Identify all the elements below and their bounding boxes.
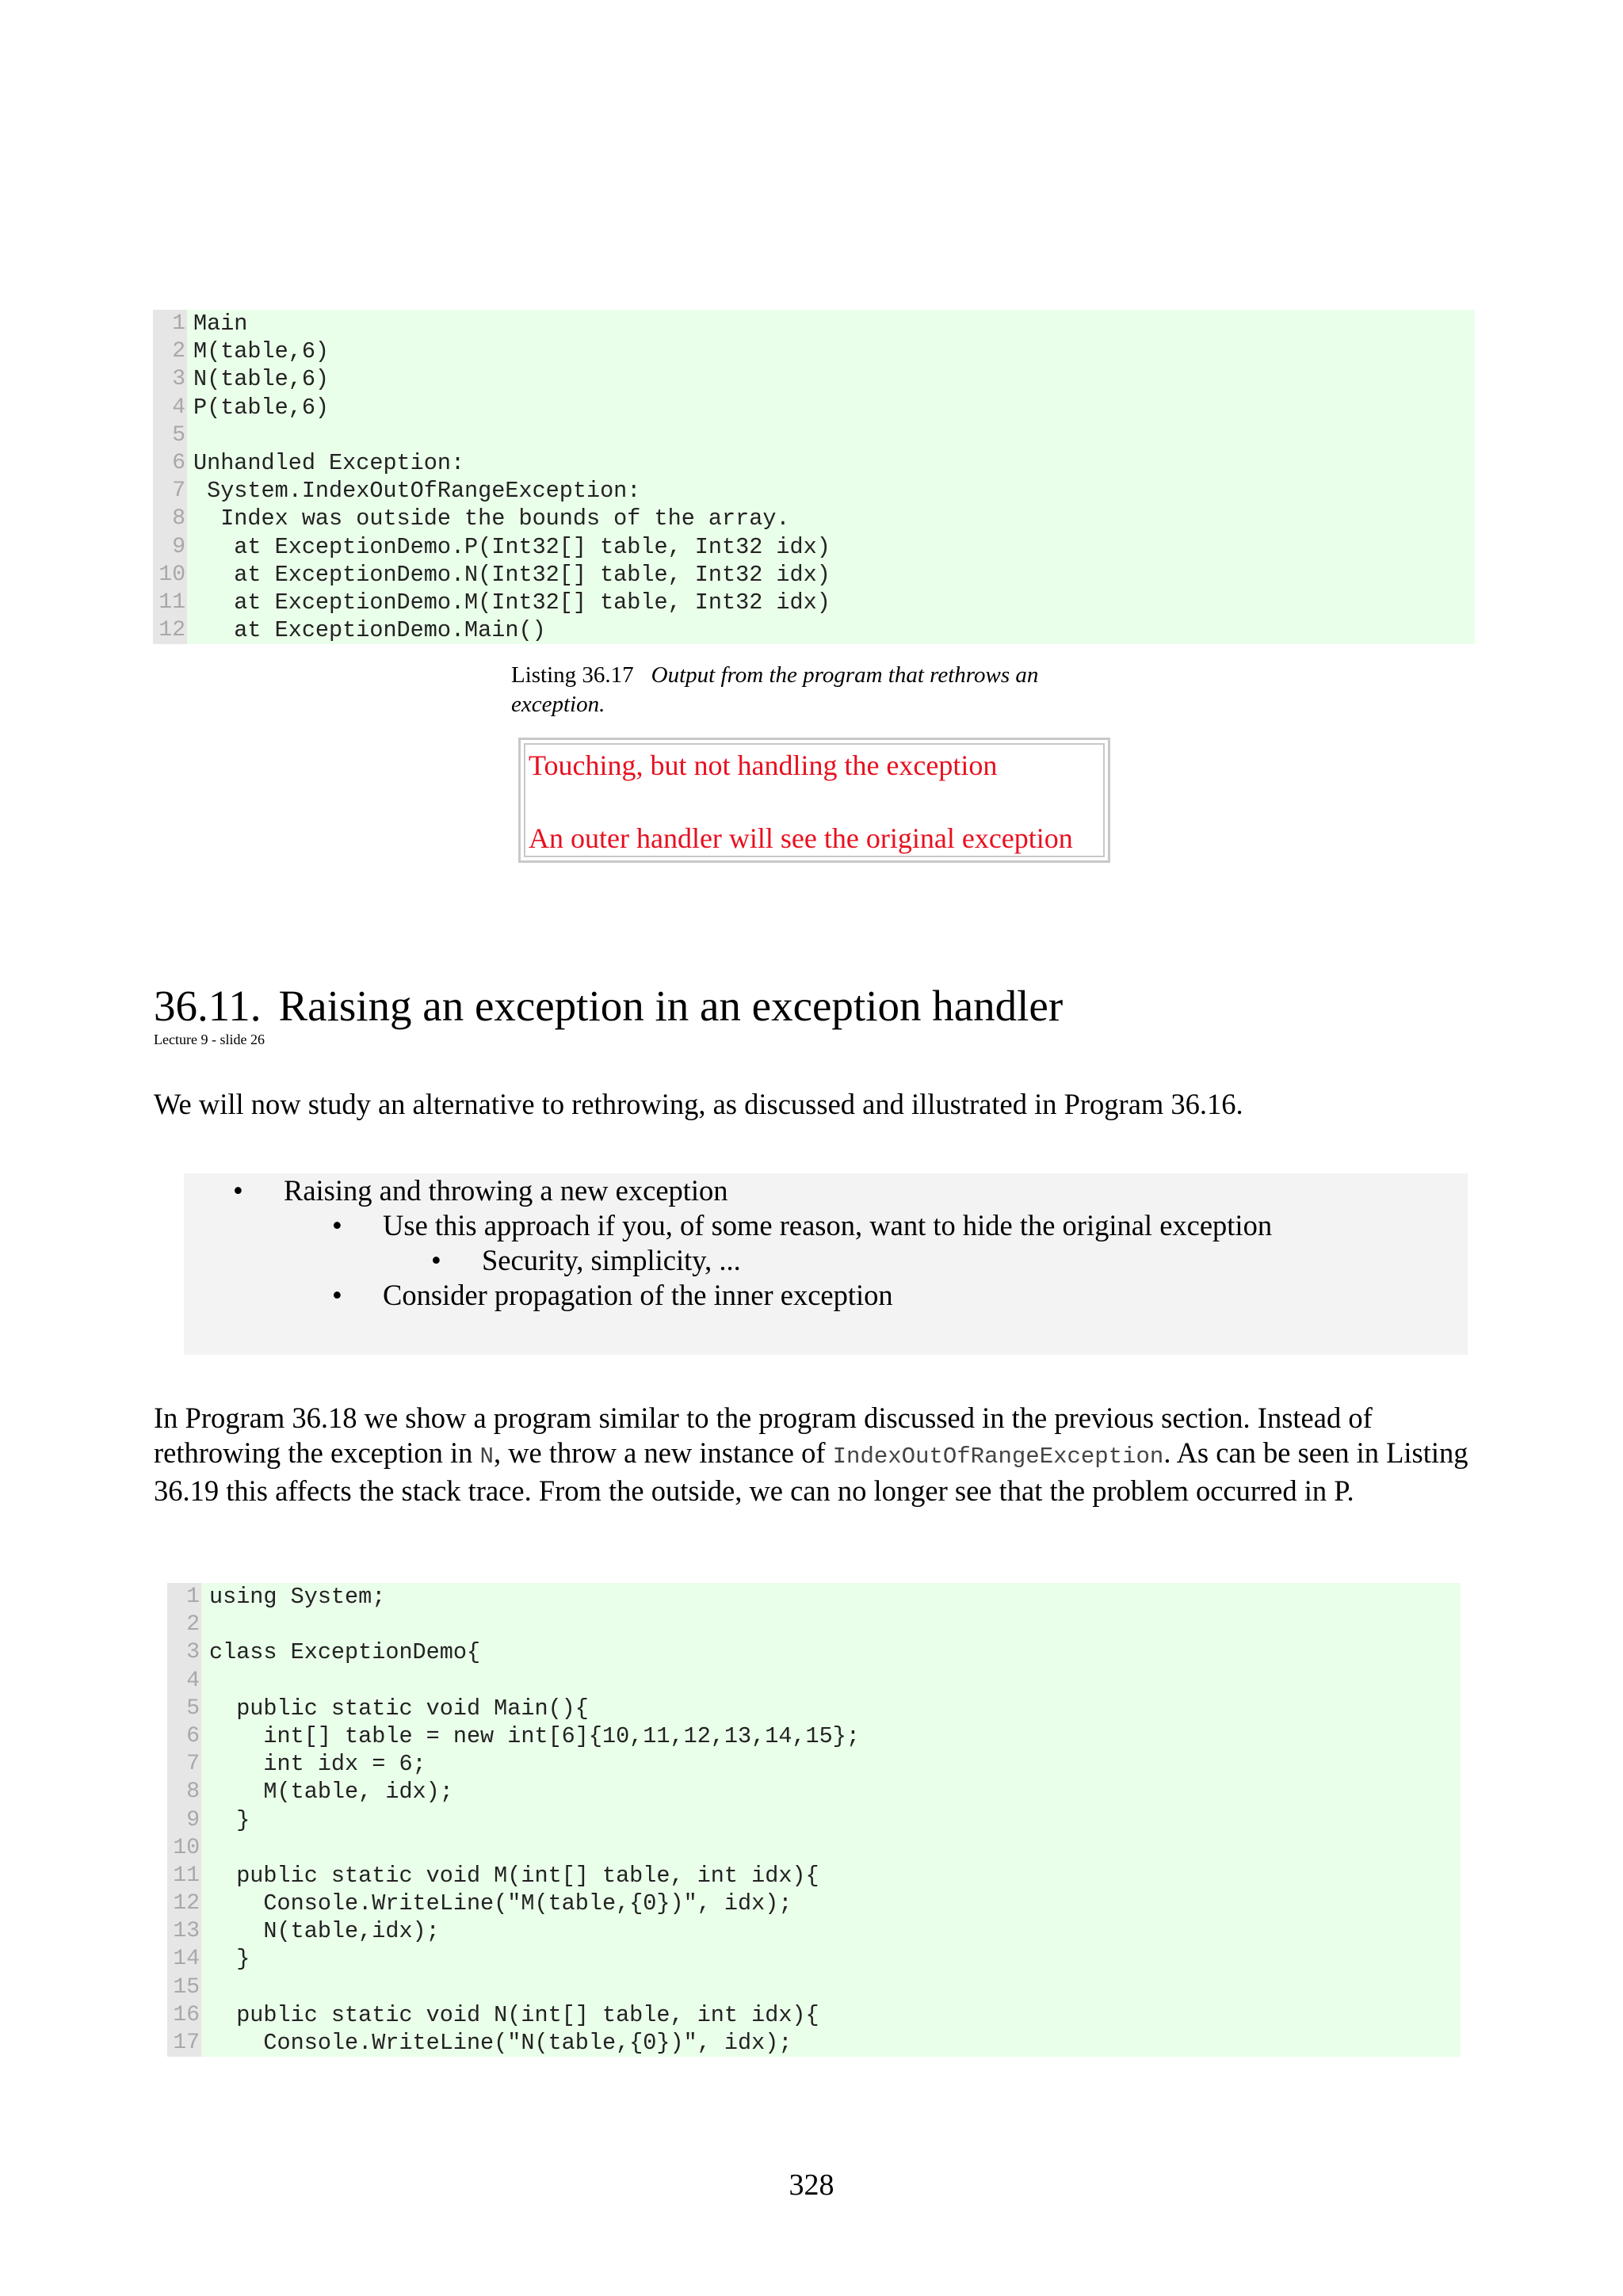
code-line bbox=[153, 421, 1475, 449]
line-number: 11 bbox=[153, 589, 187, 616]
code-line bbox=[153, 310, 1475, 338]
bullet-text: Raising and throwing a new exception bbox=[284, 1174, 728, 1207]
code-text: int idx = 6; bbox=[209, 1751, 426, 1778]
caption-label: Listing 36.17 bbox=[511, 662, 634, 688]
line-number: 9 bbox=[167, 1806, 201, 1834]
code-text: } bbox=[209, 1946, 250, 1973]
page-number: 328 bbox=[789, 2168, 834, 2202]
code-text: class ExceptionDemo{ bbox=[209, 1639, 481, 1666]
bullet-dot-icon: • bbox=[233, 1174, 243, 1207]
bullet-box bbox=[184, 1173, 1468, 1355]
code-text: M(table, idx); bbox=[209, 1779, 453, 1806]
code-text: N(table,6) bbox=[193, 366, 330, 393]
code-text: at ExceptionDemo.Main() bbox=[193, 617, 546, 644]
code-line bbox=[153, 616, 1475, 644]
code-text bbox=[201, 1974, 209, 2001]
code-text: at ExceptionDemo.P(Int32[] table, Int32 idx) bbox=[193, 533, 831, 560]
line-number: 7 bbox=[167, 1750, 201, 1778]
line-number: 8 bbox=[167, 1778, 201, 1806]
code-text: P(table,6) bbox=[193, 394, 330, 421]
code-text: using System; bbox=[209, 1584, 386, 1610]
code-text: Main bbox=[193, 311, 248, 337]
line-number: 15 bbox=[167, 1974, 201, 2001]
line-number: 5 bbox=[153, 421, 187, 449]
bullet-text: Security, simplicity, ... bbox=[482, 1244, 741, 1276]
line-number: 3 bbox=[153, 365, 187, 393]
code-line bbox=[153, 449, 1475, 477]
code-line bbox=[167, 1778, 1461, 1806]
code-line bbox=[167, 1945, 1461, 1973]
line-number: 10 bbox=[153, 561, 187, 589]
code-text: int[] table = new int[6]{10,11,12,13,14,15}; bbox=[209, 1722, 860, 1749]
line-number: 10 bbox=[167, 1834, 201, 1862]
code-text: Index was outside the bounds of the array. bbox=[193, 505, 790, 532]
inline-code-n: N bbox=[479, 1443, 494, 1470]
code-line bbox=[153, 394, 1475, 421]
code-text: Unhandled Exception: bbox=[193, 449, 465, 476]
inline-code-exception: IndexOutOfRangeException bbox=[832, 1443, 1164, 1470]
section-number: 36.11. bbox=[154, 982, 262, 1030]
code-text: M(table,6) bbox=[193, 338, 330, 365]
code-text: public static void M(int[] table, int idx){ bbox=[209, 1862, 819, 1889]
section-title: Raising an exception in an exception handler bbox=[278, 982, 1064, 1030]
bullet-text: Use this approach if you, of some reason, want to hide the original exception bbox=[383, 1209, 1273, 1241]
code-line bbox=[167, 1890, 1461, 1917]
line-number: 12 bbox=[153, 616, 187, 644]
code-line bbox=[167, 1583, 1461, 1611]
line-number: 6 bbox=[153, 449, 187, 477]
code-line bbox=[167, 1806, 1461, 1834]
bullet-item bbox=[233, 1173, 728, 1208]
code-line bbox=[167, 1974, 1461, 2001]
caption-text: Output from the program that rethrows an exception. bbox=[511, 662, 1039, 717]
line-number: 1 bbox=[153, 310, 187, 338]
line-number: 5 bbox=[167, 1695, 201, 1722]
bullet-item bbox=[332, 1278, 893, 1313]
code-line bbox=[167, 1722, 1461, 1750]
program-listing bbox=[167, 1583, 1461, 2057]
line-number: 1 bbox=[167, 1583, 201, 1611]
bullet-dot-icon: • bbox=[332, 1209, 342, 1241]
line-number: 11 bbox=[167, 1862, 201, 1890]
code-line bbox=[153, 589, 1475, 616]
code-text: public static void N(int[] table, int idx){ bbox=[209, 2001, 819, 2028]
code-text: Console.WriteLine("N(table,{0})", idx); bbox=[209, 2030, 792, 2056]
code-text: } bbox=[209, 1806, 250, 1833]
bullet-item bbox=[431, 1243, 741, 1278]
code-line bbox=[153, 505, 1475, 532]
bullet-dot-icon: • bbox=[332, 1279, 342, 1311]
line-number: 7 bbox=[153, 477, 187, 505]
code-line bbox=[167, 1917, 1461, 1945]
code-line bbox=[167, 1638, 1461, 1666]
callout-box bbox=[518, 738, 1110, 863]
code-text: System.IndexOutOfRangeException: bbox=[193, 478, 641, 505]
code-line bbox=[153, 338, 1475, 365]
code-text bbox=[187, 421, 193, 449]
line-number: 8 bbox=[153, 505, 187, 532]
code-line bbox=[153, 561, 1475, 589]
explanation-paragraph bbox=[154, 1401, 1476, 1508]
code-text bbox=[201, 1667, 209, 1695]
line-number: 9 bbox=[153, 533, 187, 561]
explain-text-1: In Program 36.18 we show a program similar to the program discussed in the previous section. Instead of rethrowing the exception in bbox=[154, 1402, 1373, 1469]
line-number: 17 bbox=[167, 2029, 201, 2057]
code-line bbox=[167, 1834, 1461, 1862]
output-listing bbox=[153, 310, 1475, 644]
code-line bbox=[167, 1611, 1461, 1638]
code-line bbox=[167, 1862, 1461, 1890]
line-number: 4 bbox=[153, 394, 187, 421]
code-line bbox=[167, 1667, 1461, 1695]
slide-reference: Lecture 9 - slide 26 bbox=[154, 1032, 265, 1047]
explain-text-2: , we throw a new instance of bbox=[493, 1436, 833, 1469]
line-number: 13 bbox=[167, 1917, 201, 1945]
explain-text-3: . As can be seen in Listing 36.19 this affects the stack trace. From the outside, we can no longer see that the problem occurred in P. bbox=[154, 1436, 1468, 1507]
section-heading bbox=[154, 981, 1063, 1032]
code-line bbox=[167, 1695, 1461, 1722]
code-line bbox=[167, 1750, 1461, 1778]
line-number: 14 bbox=[167, 1945, 201, 1973]
code-text bbox=[201, 1611, 209, 1638]
line-number: 6 bbox=[167, 1722, 201, 1750]
callout-line-1: Touching, but not handling the exception bbox=[529, 749, 998, 781]
code-text: public static void Main(){ bbox=[209, 1695, 589, 1722]
line-number: 2 bbox=[153, 338, 187, 365]
listing-caption bbox=[511, 661, 1113, 719]
line-number: 3 bbox=[167, 1638, 201, 1666]
bullet-dot-icon: • bbox=[431, 1244, 441, 1276]
line-number: 16 bbox=[167, 2001, 201, 2029]
bullet-item bbox=[332, 1208, 1273, 1243]
intro-paragraph: We will now study an alternative to rethrowing, as discussed and illustrated in Program 36.16. bbox=[154, 1088, 1243, 1120]
line-number: 4 bbox=[167, 1667, 201, 1695]
code-text: at ExceptionDemo.M(Int32[] table, Int32 idx) bbox=[193, 589, 831, 616]
code-line bbox=[153, 533, 1475, 561]
line-number: 12 bbox=[167, 1890, 201, 1917]
code-line bbox=[153, 477, 1475, 505]
code-line bbox=[167, 2001, 1461, 2029]
code-line bbox=[167, 2029, 1461, 2057]
code-line bbox=[153, 365, 1475, 393]
code-text: Console.WriteLine("M(table,{0})", idx); bbox=[209, 1890, 792, 1917]
bullet-text: Consider propagation of the inner exception bbox=[383, 1279, 893, 1311]
code-text: at ExceptionDemo.N(Int32[] table, Int32 idx) bbox=[193, 561, 831, 588]
code-text: N(table,idx); bbox=[209, 1918, 440, 1945]
callout-line-2: An outer handler will see the original exception bbox=[529, 822, 1073, 854]
code-text bbox=[201, 1834, 209, 1862]
line-number: 2 bbox=[167, 1611, 201, 1638]
